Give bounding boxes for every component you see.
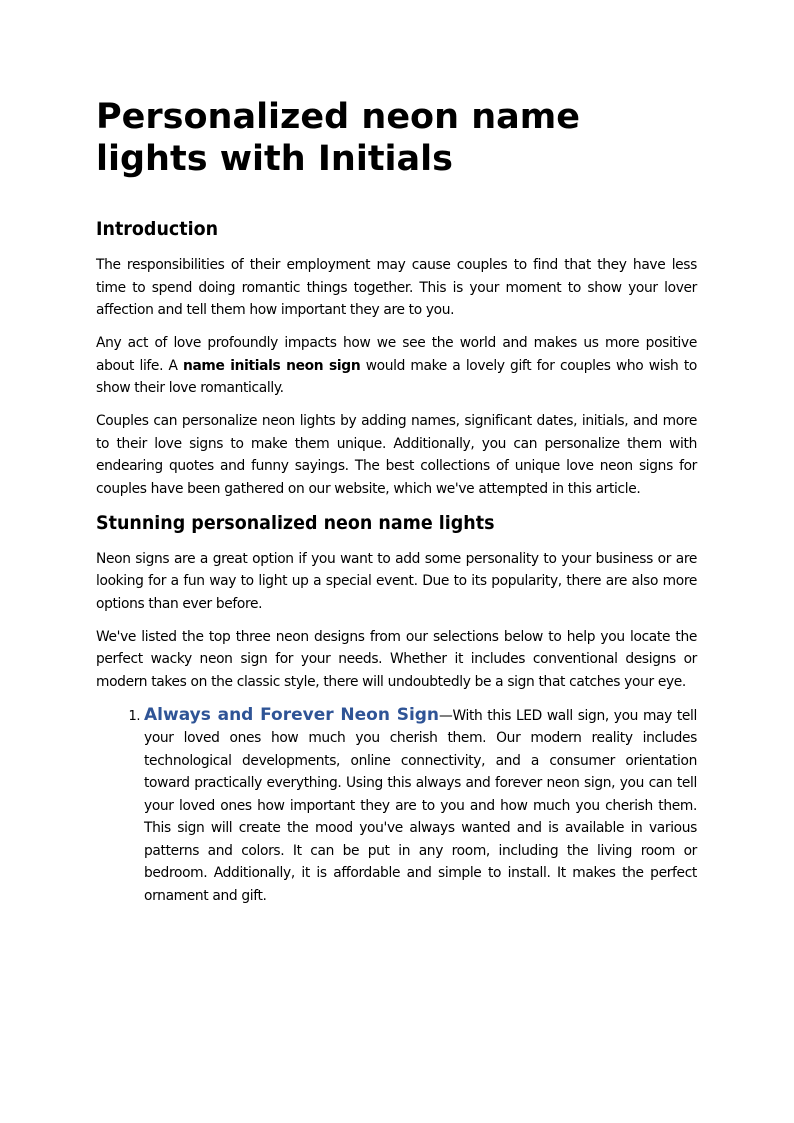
list-item-title: Always and Forever Neon Sign [144, 704, 440, 725]
list-item [144, 704, 697, 908]
keyword-bold: name initials neon sign [183, 357, 361, 374]
list-item-text: —With this LED wall sign, you may tell your loved ones how much you cherish them. Our modern reality includes technological developments, online connectivity, and a consumer orientation toward practically everything. Using this always and forever neon sign, you can tell your loved ones how important they are to you and how much you cherish them. This sign will create the mood you've always wanted and is available in various patterns and colors. It can be put in any room, including the living room or bedroom. Additionally, it is affordable and simple to install. It makes the perfect ornament and gift. [144, 707, 697, 904]
intro-paragraph-2 [96, 332, 697, 400]
intro-paragraph-2-after: would make a lovely gift for couples who wish to show their love romantically. [96, 357, 697, 396]
section-heading-stunning: Stunning personalized neon name lights [96, 511, 495, 534]
intro-paragraph-2-before: Any act of love profoundly impacts how we see the world and makes us more positive about life. A [96, 335, 697, 374]
section-heading-introduction: Introduction [96, 218, 219, 240]
product-list [96, 704, 697, 908]
stunning-paragraph-1: Neon signs are a great option if you want to add some personality to your business or are looking for a fun way to light up a special event. Due to its popularity, there are also more options than ever before. [96, 550, 697, 612]
intro-paragraph-3: Couples can personalize neon lights by adding names, significant dates, initials, and more to their love signs to make them unique. Additionally, you can personalize them with endearing quotes and funny sayings. The best collections of unique love neon signs for couples have been gathered on our website, which we've attempted in this article. [96, 413, 697, 497]
intro-paragraph-1: The responsibilities of their employment may cause couples to find that they have less time to spend doing romantic things together. This is your moment to show your lover affection and tell them how important they are to you. [96, 257, 697, 318]
document-page [96, 96, 697, 907]
document-title: Personalized neon name lights with Initials [96, 97, 580, 179]
stunning-paragraph-2: We've listed the top three neon designs from our selections below to help you locate the perfect wacky neon sign for your needs. Whether it includes conventional designs or modern takes on the classic style, there will undoubtedly be a sign that catches your eye. [96, 628, 697, 690]
